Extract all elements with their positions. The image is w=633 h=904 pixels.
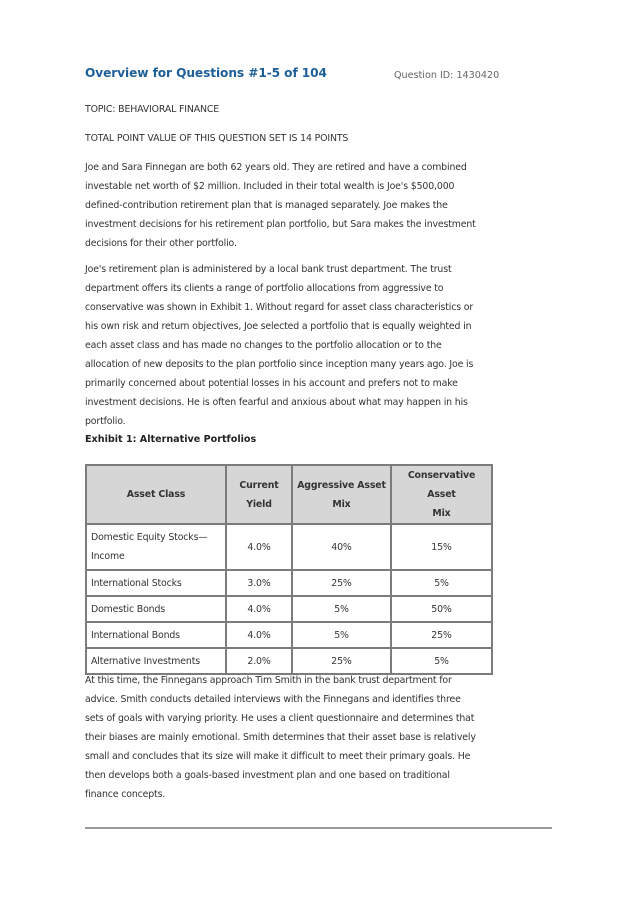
paragraph-line: their biases are mainly emotional. Smith determines that their asset base is relatively <box>85 732 476 743</box>
aggressive-mix-cell: 40% <box>292 524 391 570</box>
conservative-mix-cell: 25% <box>391 622 492 648</box>
table-header-row <box>86 465 492 524</box>
paragraph-2 <box>85 260 552 431</box>
paragraph-line: primarily concerned about potential losses in his account and prefers not to make <box>85 378 458 389</box>
asset-class-cell: International Bonds <box>86 622 226 648</box>
conservative-mix-cell: 5% <box>391 648 492 674</box>
current-yield-cell: 3.0% <box>226 570 292 596</box>
aggressive-mix-cell: 5% <box>292 596 391 622</box>
question-id: Question ID: 1430420 <box>394 70 500 81</box>
divider <box>85 827 552 829</box>
aggressive-mix-cell: 25% <box>292 648 391 674</box>
asset-class-cell: International Stocks <box>86 570 226 596</box>
current-yield-cell: 4.0% <box>226 622 292 648</box>
header-conservative-mix: Conservative Asset Mix <box>391 465 492 524</box>
paragraph-line: each asset class and has made no changes to the portfolio allocation or to the <box>85 340 442 351</box>
paragraph-line: Joe's retirement plan is administered by a local bank trust department. The trust <box>85 264 452 275</box>
header-current-yield: Current Yield <box>226 465 292 524</box>
paragraph-line: small and concludes that its size will make it difficult to meet their primary goals. He <box>85 751 471 762</box>
table-row <box>86 596 492 622</box>
aggressive-mix-cell: 25% <box>292 570 391 596</box>
conservative-mix-cell: 15% <box>391 524 492 570</box>
point-value-line: TOTAL POINT VALUE OF THIS QUESTION SET IS 14 POINTS <box>85 133 349 144</box>
paragraph-line: advice. Smith conducts detailed interviews with the Finnegans and identifies three <box>85 694 461 705</box>
table-row <box>86 622 492 648</box>
paragraph-line: investable net worth of $2 million. Included in their total wealth is Joe's $500,000 <box>85 181 455 192</box>
exhibit-title: Exhibit 1: Alternative Portfolios <box>85 434 257 445</box>
paragraph-line: finance concepts. <box>85 789 166 800</box>
header-aggressive-mix: Aggressive Asset Mix <box>292 465 391 524</box>
current-yield-cell: 4.0% <box>226 524 292 570</box>
paragraph-line: defined-contribution retirement plan that is managed separately. Joe makes the <box>85 200 448 211</box>
asset-class-cell: Domestic Equity Stocks— Income <box>86 524 226 570</box>
paragraph-line: investment decisions for his retirement plan portfolio, but Sara makes the investment <box>85 219 476 230</box>
aggressive-mix-cell: 5% <box>292 622 391 648</box>
current-yield-cell: 2.0% <box>226 648 292 674</box>
current-yield-cell: 4.0% <box>226 596 292 622</box>
table-row <box>86 524 492 570</box>
paragraph-line: At this time, the Finnegans approach Tim Smith in the bank trust department for <box>85 675 452 686</box>
table-row <box>86 570 492 596</box>
paragraph-line: then develops both a goals-based investment plan and one based on traditional <box>85 770 450 781</box>
conservative-mix-cell: 50% <box>391 596 492 622</box>
asset-class-cell: Alternative Investments <box>86 648 226 674</box>
exhibit-table <box>85 464 493 675</box>
paragraph-line: sets of goals with varying priority. He uses a client questionnaire and determines that <box>85 713 475 724</box>
paragraph-line: investment decisions. He is often fearful and anxious about what may happen in his <box>85 397 468 408</box>
conservative-mix-cell: 5% <box>391 570 492 596</box>
paragraph-line: portfolio. <box>85 416 126 427</box>
asset-class-cell: Domestic Bonds <box>86 596 226 622</box>
paragraph-line: his own risk and return objectives, Joe selected a portfolio that is equally weighted in <box>85 321 472 332</box>
header-asset-class: Asset Class <box>86 465 226 524</box>
overview-header <box>85 66 552 88</box>
overview-title: Overview for Questions #1-5 of 104 <box>85 66 327 80</box>
topic-line: TOPIC: BEHAVIORAL FINANCE <box>85 104 220 115</box>
paragraph-1 <box>85 158 552 253</box>
paragraph-line: Joe and Sara Finnegan are both 62 years old. They are retired and have a combined <box>85 162 467 173</box>
paragraph-line: conservative was shown in Exhibit 1. Without regard for asset class characteristics or <box>85 302 474 313</box>
paragraph-line: department offers its clients a range of portfolio allocations from aggressive to <box>85 283 444 294</box>
paragraph-line: allocation of new deposits to the plan portfolio since inception many years ago. Joe is <box>85 359 474 370</box>
paragraph-3 <box>85 671 552 804</box>
paragraph-line: decisions for their other portfolio. <box>85 238 237 249</box>
